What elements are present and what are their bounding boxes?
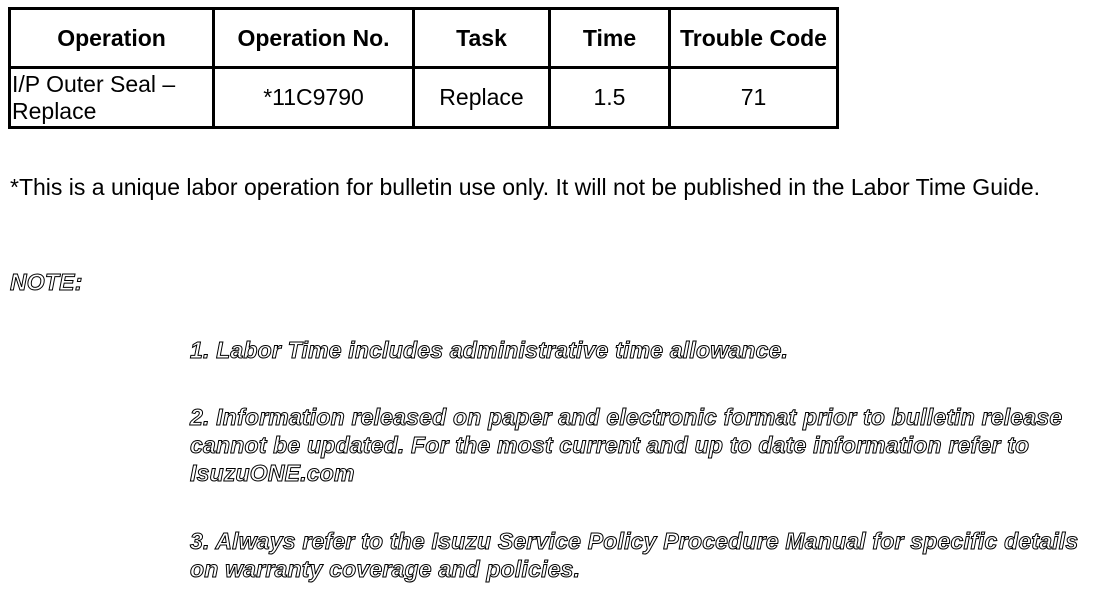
cell-task: Replace [414,68,550,128]
header-time: Time [550,9,670,68]
table-header-row [10,9,838,68]
note-item-3: 3. Always refer to the Isuzu Service Policy Procedure Manual for specific details on warranty coverage and policies. [190,528,1079,582]
header-trouble-code: Trouble Code [670,9,838,68]
labor-operation-table [8,7,839,129]
note-item-2: 2. Information released on paper and electronic format prior to bulletin release cannot be updated. For the most current and up to date information refer to IsuzuONE.com [190,404,1063,486]
table-row [10,68,838,128]
header-task: Task [414,9,550,68]
cell-time: 1.5 [550,68,670,128]
cell-operation-no: *11C9790 [214,68,414,128]
note-item-1: 1. Labor Time includes administrative time allowance. [190,337,789,363]
cell-trouble-code: 71 [670,68,838,128]
note-label: NOTE: [10,269,83,295]
header-operation: Operation [10,9,214,68]
footnote: *This is a unique labor operation for bulletin use only. It will not be published in the Labor Time Guide. [10,174,1041,200]
header-operation-no: Operation No. [214,9,414,68]
cell-operation: I/P Outer Seal – Replace [10,68,214,128]
